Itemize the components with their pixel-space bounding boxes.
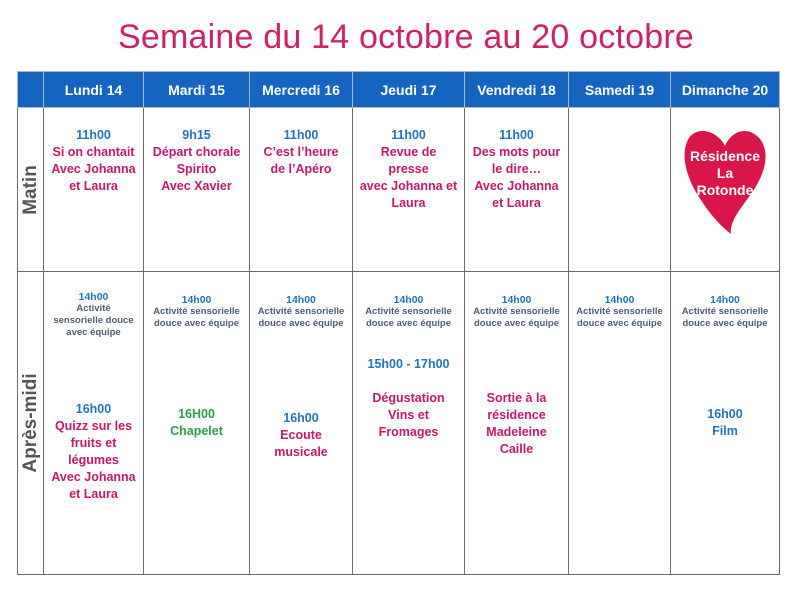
event-line: Départ chorale: [152, 145, 241, 159]
matin-mercredi: [250, 108, 353, 272]
aprem-mardi: [144, 272, 250, 575]
event-line: Activité sensorielle: [681, 306, 769, 317]
event-line: douce avec équipe: [258, 318, 344, 329]
event-line: et Laura: [492, 196, 541, 210]
event-line: Avec Johanna: [51, 162, 136, 176]
matin-mardi: [144, 108, 250, 272]
event-line: Film: [712, 424, 738, 438]
corner-cell: [18, 72, 44, 108]
logo-text-line: Rotonde: [696, 182, 754, 198]
event-time: 11h00: [499, 128, 534, 142]
aprem-jeudi: [353, 272, 465, 575]
event-line: Quizz sur les: [54, 419, 133, 433]
event-time: 14h00: [501, 294, 532, 306]
event-line: Chapelet: [170, 424, 223, 438]
event-time: 9h15: [182, 128, 211, 142]
matin-lundi: [44, 108, 144, 272]
event-line: Si on chantait: [52, 145, 135, 159]
event-line: musicale: [274, 445, 328, 459]
event-time: 16h00: [707, 407, 743, 421]
event-line: et Laura: [69, 487, 118, 501]
event-line: Vins et: [388, 408, 429, 422]
event-line: Sortie à la: [486, 391, 547, 405]
day-header-vendredi: Vendredi 18: [465, 72, 569, 108]
aprem-vendredi: [465, 272, 569, 575]
aprem-lundi: [44, 272, 144, 575]
row-label-apres-midi: [18, 272, 44, 575]
event-line: C’est l’heure: [263, 145, 339, 159]
header-row: [18, 72, 780, 108]
event-line: douce avec équipe: [576, 318, 662, 329]
matin-dimanche: [671, 108, 780, 272]
event-time: 15h00 - 17h00: [367, 357, 450, 371]
event-line: douce avec équipe: [365, 318, 451, 329]
matin-vendredi: [465, 108, 569, 272]
aprem-samedi: [569, 272, 671, 575]
event-line: Spirito: [176, 162, 217, 176]
event-time: 14h00: [181, 294, 212, 306]
event-time: 11h00: [76, 128, 111, 142]
event-time: 16H00: [178, 407, 215, 421]
event-line: sensorielle douce: [53, 315, 134, 326]
page-title: Semaine du 14 octobre au 20 octobre: [118, 18, 694, 56]
event-line: Avec Xavier: [161, 179, 232, 193]
event-line: légumes: [68, 453, 119, 467]
apres-midi-row: [18, 272, 780, 575]
event-line: Madeleine: [486, 425, 547, 439]
event-time: 14h00: [286, 294, 316, 306]
event-time: 16h00: [283, 411, 319, 425]
event-time: 14h00: [604, 294, 635, 306]
day-header-mardi: Mardi 15: [144, 72, 250, 108]
event-line: et Laura: [69, 179, 118, 193]
event-line: Revue de: [380, 145, 437, 159]
event-line: Laura: [391, 196, 426, 210]
event-line: douce avec équipe: [473, 318, 559, 329]
logo-text-line: La: [716, 165, 734, 181]
day-header-mercredi: Mercredi 16: [250, 72, 353, 108]
day-header-samedi: Samedi 19: [569, 72, 671, 108]
event-line: avec équipe: [66, 327, 121, 338]
event-line: Activité sensorielle: [257, 306, 345, 317]
event-line: Des mots pour: [472, 145, 561, 159]
event-line: avec Johanna et: [359, 179, 458, 193]
residence-heart-logo: [683, 124, 767, 236]
event-line: douce avec équipe: [153, 318, 239, 329]
event-line: de l’Apéro: [270, 162, 332, 176]
event-time: 16h00: [75, 402, 112, 416]
event-line: Activité: [76, 303, 111, 314]
event-line: Dégustation: [372, 391, 445, 405]
event-line: fruits et: [70, 436, 117, 450]
event-line: Caille: [499, 442, 534, 456]
event-line: Activité sensorielle: [576, 306, 663, 317]
apres-midi-label: Après-midi: [19, 373, 41, 473]
event-line: presse: [388, 162, 429, 176]
event-time: 11h00: [283, 128, 319, 142]
aprem-mercredi: [250, 272, 353, 575]
event-line: Activité sensorielle: [153, 306, 240, 317]
event-line: le dire…: [491, 162, 542, 176]
weekly-schedule-table: [17, 71, 780, 575]
event-time: 14h00: [393, 294, 424, 306]
event-line: résidence: [487, 408, 546, 422]
day-header-lundi: Lundi 14: [44, 72, 144, 108]
day-header-jeudi: Jeudi 17: [353, 72, 465, 108]
event-time: 11h00: [391, 128, 426, 142]
logo-text-line: Résidence: [689, 148, 761, 164]
event-line: Fromages: [378, 425, 439, 439]
event-time: 14h00: [78, 291, 109, 303]
matin-samedi: [569, 108, 671, 272]
aprem-dimanche: [671, 272, 780, 575]
event-time: 14h00: [710, 294, 740, 306]
row-label-matin: [18, 108, 44, 272]
event-line: Ecoute: [280, 428, 322, 442]
event-line: Activité sensorielle: [365, 306, 452, 317]
matin-jeudi: [353, 108, 465, 272]
event-line: Avec Johanna: [474, 179, 559, 193]
event-line: Avec Johanna: [51, 470, 136, 484]
event-line: douce avec équipe: [682, 318, 768, 329]
matin-row: [18, 108, 780, 272]
day-header-dimanche: Dimanche 20: [671, 72, 780, 108]
event-line: Activité sensorielle: [473, 306, 560, 317]
matin-label: Matin: [19, 164, 41, 215]
